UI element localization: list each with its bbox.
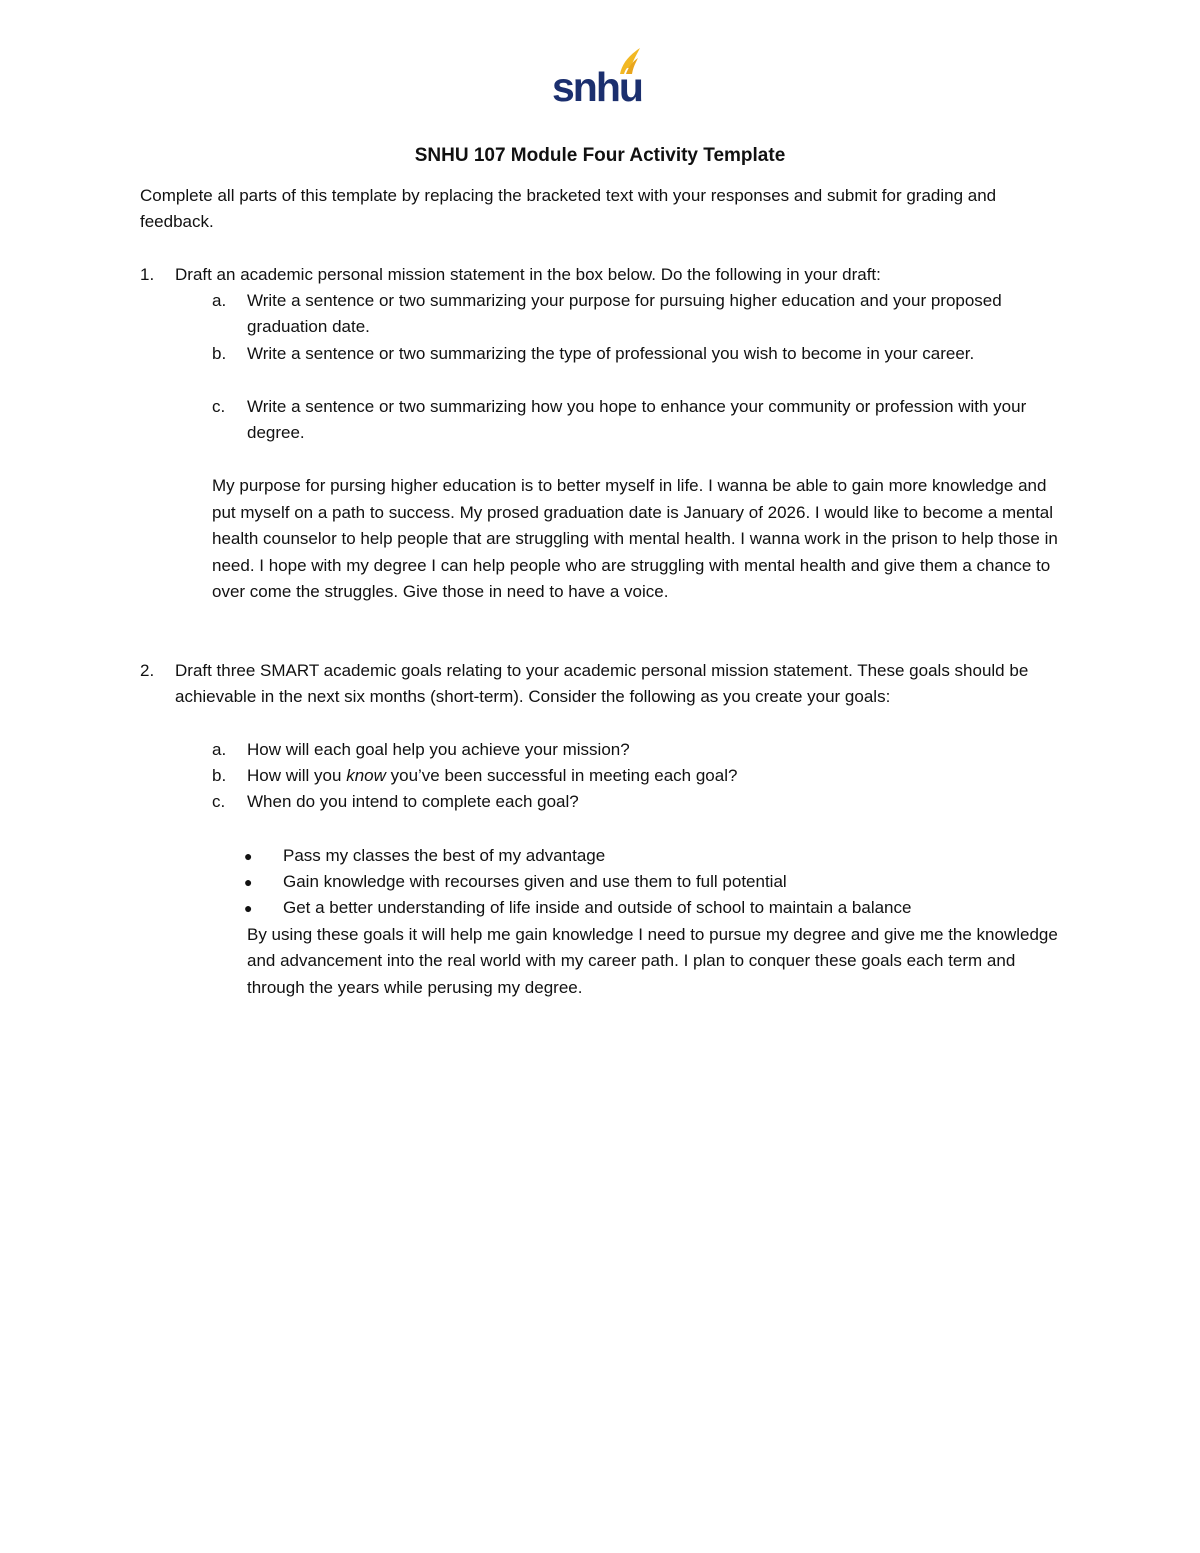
goals-answer: By using these goals it will help me gain knowledge I need to pursue my degree and give me the knowledge and advancement into the real world with my career path. I plan to conquer these goals each term and through the years while perusing my degree. bbox=[247, 925, 1058, 997]
sub-item-text: Write a sentence or two summarizing the type of professional you wish to become in your career. bbox=[247, 344, 975, 363]
sub-item-text: Write a sentence or two summarizing how you hope to enhance your community or profession with your degree. bbox=[247, 397, 1027, 443]
bullet-icon: ● bbox=[244, 848, 253, 864]
question-1-text: Draft an academic personal mission statement in the box below. Do the following in your draft: bbox=[175, 265, 881, 284]
sub-item-letter: a. bbox=[212, 291, 227, 310]
goal-bullet: Gain knowledge with recourses given and use them to full potential bbox=[283, 872, 787, 891]
sub-item-letter: b. bbox=[212, 766, 227, 785]
sub-item-letter: a. bbox=[212, 740, 227, 759]
sub-item-text: Write a sentence or two summarizing your purpose for pursuing higher education and your proposed graduation date. bbox=[247, 291, 1002, 337]
sub-item-text: When do you intend to complete each goal? bbox=[247, 792, 579, 811]
intro-paragraph: Complete all parts of this template by replacing the bracketed text with your responses and submit for grading and feedback. bbox=[140, 186, 997, 232]
logo-wordmark: snhu bbox=[552, 64, 642, 110]
question-2-text: Draft three SMART academic goals relating to your academic personal mission statement. These goals should be achievable in the next six months (short-term). Consider the following as you create your goals: bbox=[175, 661, 1029, 707]
sub-item-letter: c. bbox=[212, 792, 226, 811]
page-title: SNHU 107 Module Four Activity Template bbox=[414, 145, 786, 166]
goal-bullet: Get a better understanding of life inside and outside of school to maintain a balance bbox=[283, 898, 912, 917]
question-number: 1. bbox=[140, 265, 155, 284]
question-number: 2. bbox=[140, 661, 155, 680]
sub-item-text: How will each goal help you achieve your mission? bbox=[247, 740, 630, 759]
bullet-icon: ● bbox=[244, 900, 253, 916]
goal-bullet: Pass my classes the best of my advantage bbox=[283, 846, 606, 865]
sub-item-letter: b. bbox=[212, 344, 227, 363]
sub-item-letter: c. bbox=[212, 397, 226, 416]
emphasized-word: know bbox=[346, 766, 386, 785]
sub-item-text: How will you know you’ve been successful in meeting each goal? bbox=[247, 766, 738, 785]
snhu-logo bbox=[552, 46, 644, 112]
bullet-icon: ● bbox=[244, 874, 253, 890]
mission-statement-answer: My purpose for pursing higher education is to better myself in life. I wanna be able to gain more knowledge and put myself on a path to success. My prosed graduation date is January of 2026. I would like to become a mental health counselor to help people that are struggling with mental health. I wanna work in the prison to help those in need. I hope with my degree I can help people who are struggling with mental health and give them a chance to over come the struggles. Give those in need to have a voice. bbox=[212, 476, 1058, 601]
